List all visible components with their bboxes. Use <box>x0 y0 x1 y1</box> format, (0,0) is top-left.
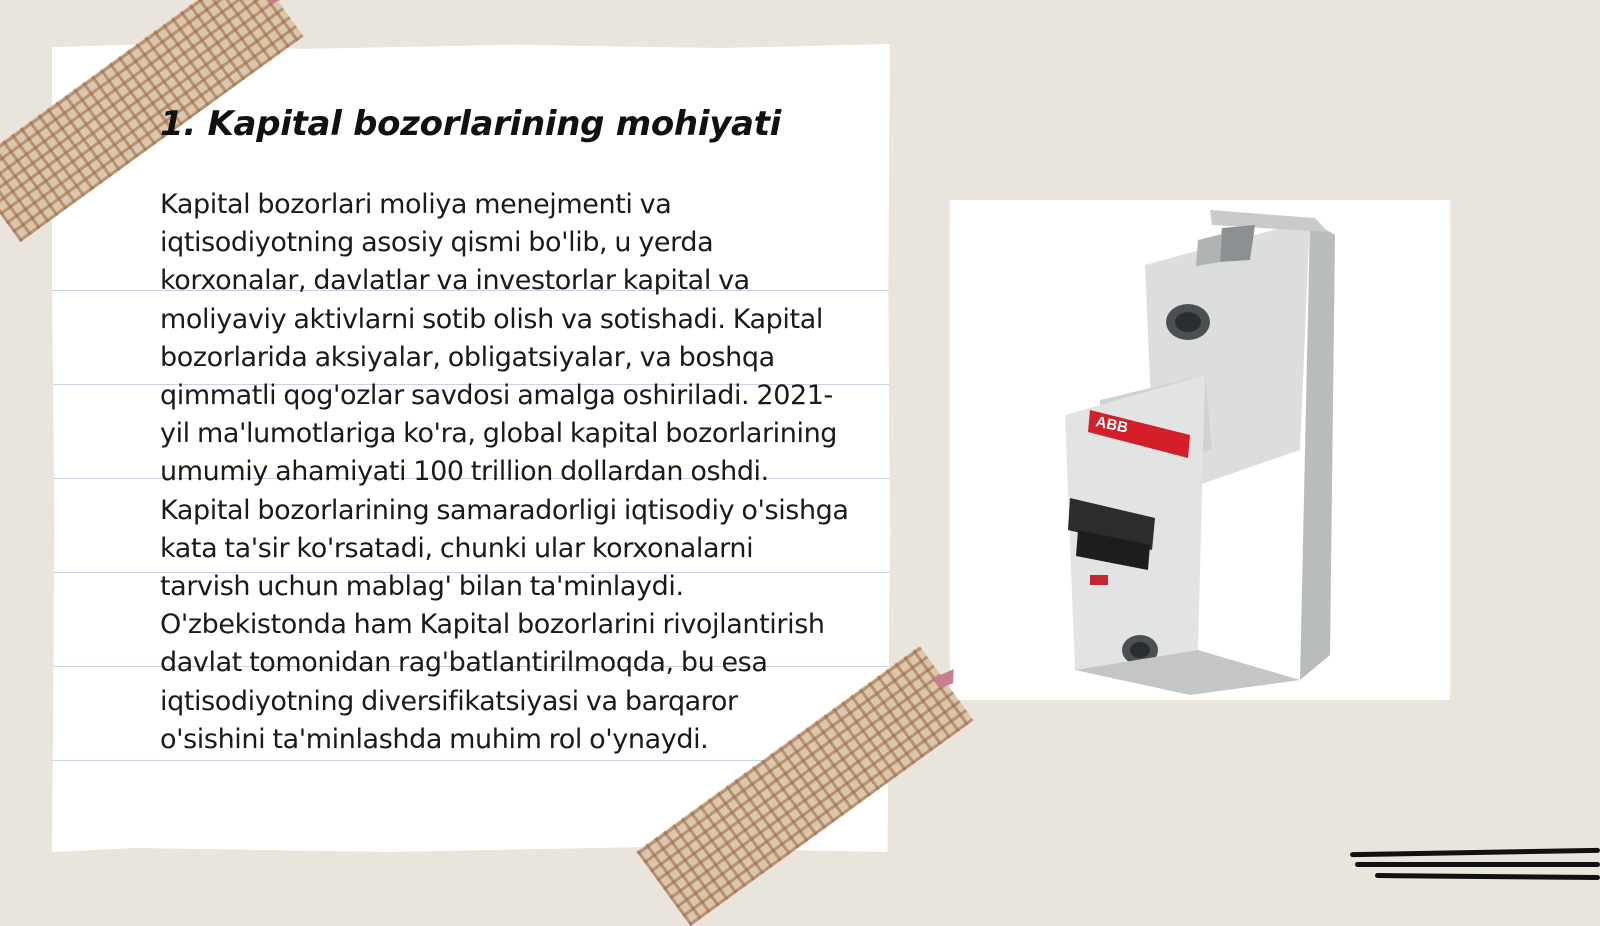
stripe-line <box>1375 873 1600 880</box>
slide-body-text: Kapital bozorlari moliya menejmenti va iqtisodiyotning asosiy qismi bo'lib, u yerda korxonalar, davlatlar va investorlar kapital va moliyaviy aktivlarni sotib olish va sotishadi. Kapital bozorlarida aksiyalar, obligatsiyalar, va boshqa qimmatli qog'ozlar savdosi amalga oshiriladi. 2021-yil ma'lumotlariga ko'ra, global kapital bozorlarining umumiy ahamiyati 100 trillion dollardan oshdi. Kapital bozorlarining samaradorligi iqtisodiy o'sishga kata ta'sir ko'rsatadi, chunki ular korxonalarni tarvish uchun mablag' bilan ta'minlaydi. O'zbekistonda ham Kapital bozorlarini rivojlantirish davlat tomonidan rag'batlantirilmoqda, bu esa iqtisodiyotning diversifikatsiyasi va barqaror o'sishini ta'minlashda muhim rol o'ynaydi. <box>160 189 849 755</box>
stripe-line <box>1355 862 1600 867</box>
circuit-breaker-image <box>950 200 1450 700</box>
slide-title: 1. Kapital bozorlarining mohiyati <box>160 104 782 144</box>
brand-label: ABB <box>1094 413 1130 437</box>
circuit-breaker-photo <box>950 200 1450 700</box>
stripe-line <box>1350 848 1600 857</box>
decorative-stripes <box>1350 850 1600 890</box>
